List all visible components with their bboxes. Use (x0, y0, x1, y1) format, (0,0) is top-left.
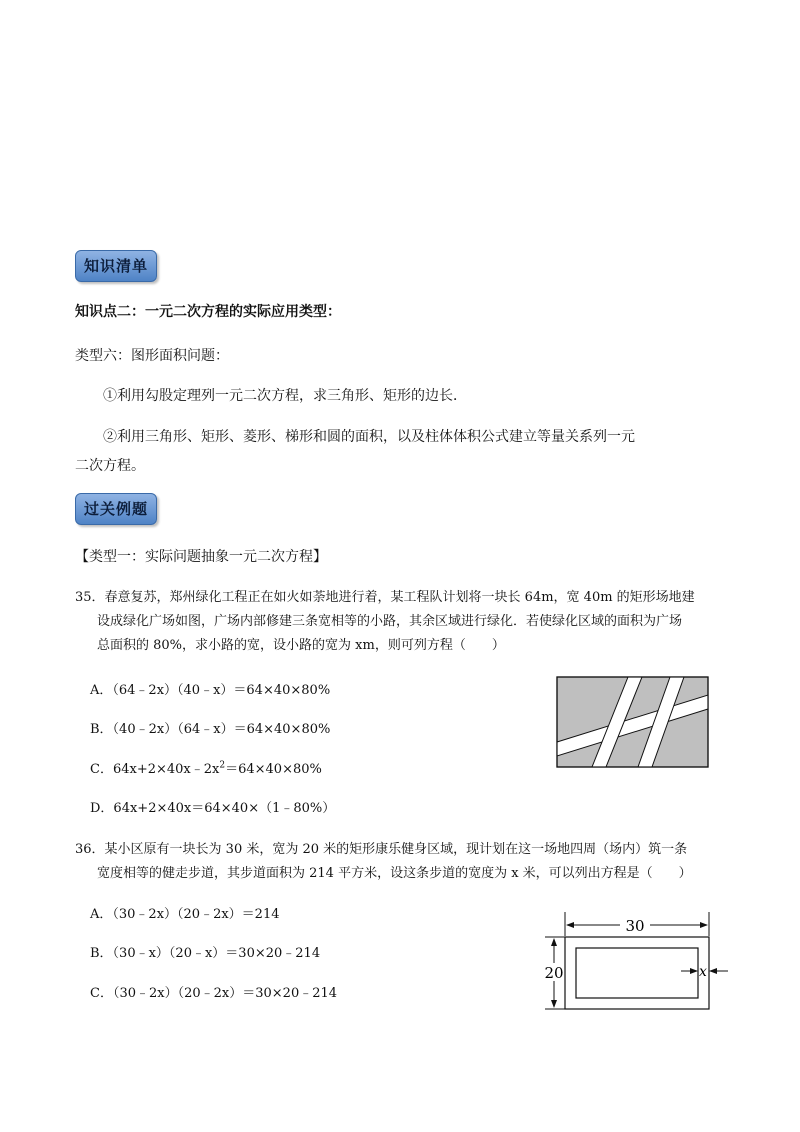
q35-option-d[interactable]: D．64x+2×40x＝64×40×（1﹣80%） (90, 801, 336, 816)
q36-line-1: 36．某小区原有一块长为 30 米，宽为 20 米的矩形康乐健身区域，现计划在这一场地四周（场内）筑一条 (75, 842, 688, 857)
q35-option-c-exponent: 2 (219, 760, 226, 771)
q35-option-c-tail: ＝64×40×80% (225, 762, 322, 777)
q36-option-c[interactable]: C．（30﹣2x）（20﹣2x）＝30×20﹣214 (90, 986, 338, 1001)
q36-option-b[interactable]: B．（30﹣x）（20﹣x）＝30×20﹣214 (90, 946, 321, 961)
knowledge-list-badge: 知识清单 (75, 250, 157, 282)
item-2-line-1: ②利用三角形、矩形、菱形、梯形和圆的面积，以及柱体体积公式建立等量关系列一元 (103, 429, 635, 445)
q36-option-a[interactable]: A．（30﹣2x）（20﹣2x）＝214 (90, 907, 280, 922)
inner-rect (576, 948, 698, 998)
q35-field-figure (556, 676, 709, 769)
q35-option-c-text: C．64x+2×40x﹣2x (90, 762, 220, 777)
length-label: 30 (625, 917, 645, 935)
category-1-heading: 【类型一：实际问题抽象一元二次方程】 (75, 549, 327, 565)
knowledge-point-heading: 知识点二：一元二次方程的实际应用类型： (75, 304, 341, 320)
q35-stem (75, 586, 695, 658)
width-label: 20 (544, 964, 564, 982)
q36-line-2: 宽度相等的健走步道，其步道面积为 214 平方米，设这条步道的宽度为 x 米，可以列出方程是（ ） (97, 866, 692, 881)
q35-line-1: 35．春意复苏，郑州绿化工程正在如火如荼地进行着，某工程队计划将一块长 64m，宽 40m 的矩形场地建 (75, 590, 695, 605)
q35-line-2: 设成绿化广场如图，广场内部修建三条宽相等的小路，其余区域进行绿化．若使绿化区域的面积为广场 (97, 614, 683, 629)
q36-stem (75, 838, 692, 886)
x-label: x (699, 964, 707, 980)
type6-label: 类型六：图形面积问题： (75, 348, 229, 364)
q36-walkway-figure (538, 910, 738, 1018)
examples-badge: 过关例题 (75, 493, 157, 525)
item-2-line-2: 二次方程。 (75, 458, 145, 474)
q35-option-c[interactable] (90, 758, 322, 777)
q35-option-b[interactable]: B．（40﹣2x）（64﹣x）＝64×40×80% (90, 722, 331, 737)
q35-line-3: 总面积的 80%，求小路的宽，设小路的宽为 xm，则可列方程（ ） (97, 638, 505, 653)
item-1: ①利用勾股定理列一元二次方程，求三角形、矩形的边长． (103, 388, 467, 404)
q35-option-a[interactable]: A．（64﹣2x）（40﹣x）＝64×40×80% (90, 683, 331, 698)
